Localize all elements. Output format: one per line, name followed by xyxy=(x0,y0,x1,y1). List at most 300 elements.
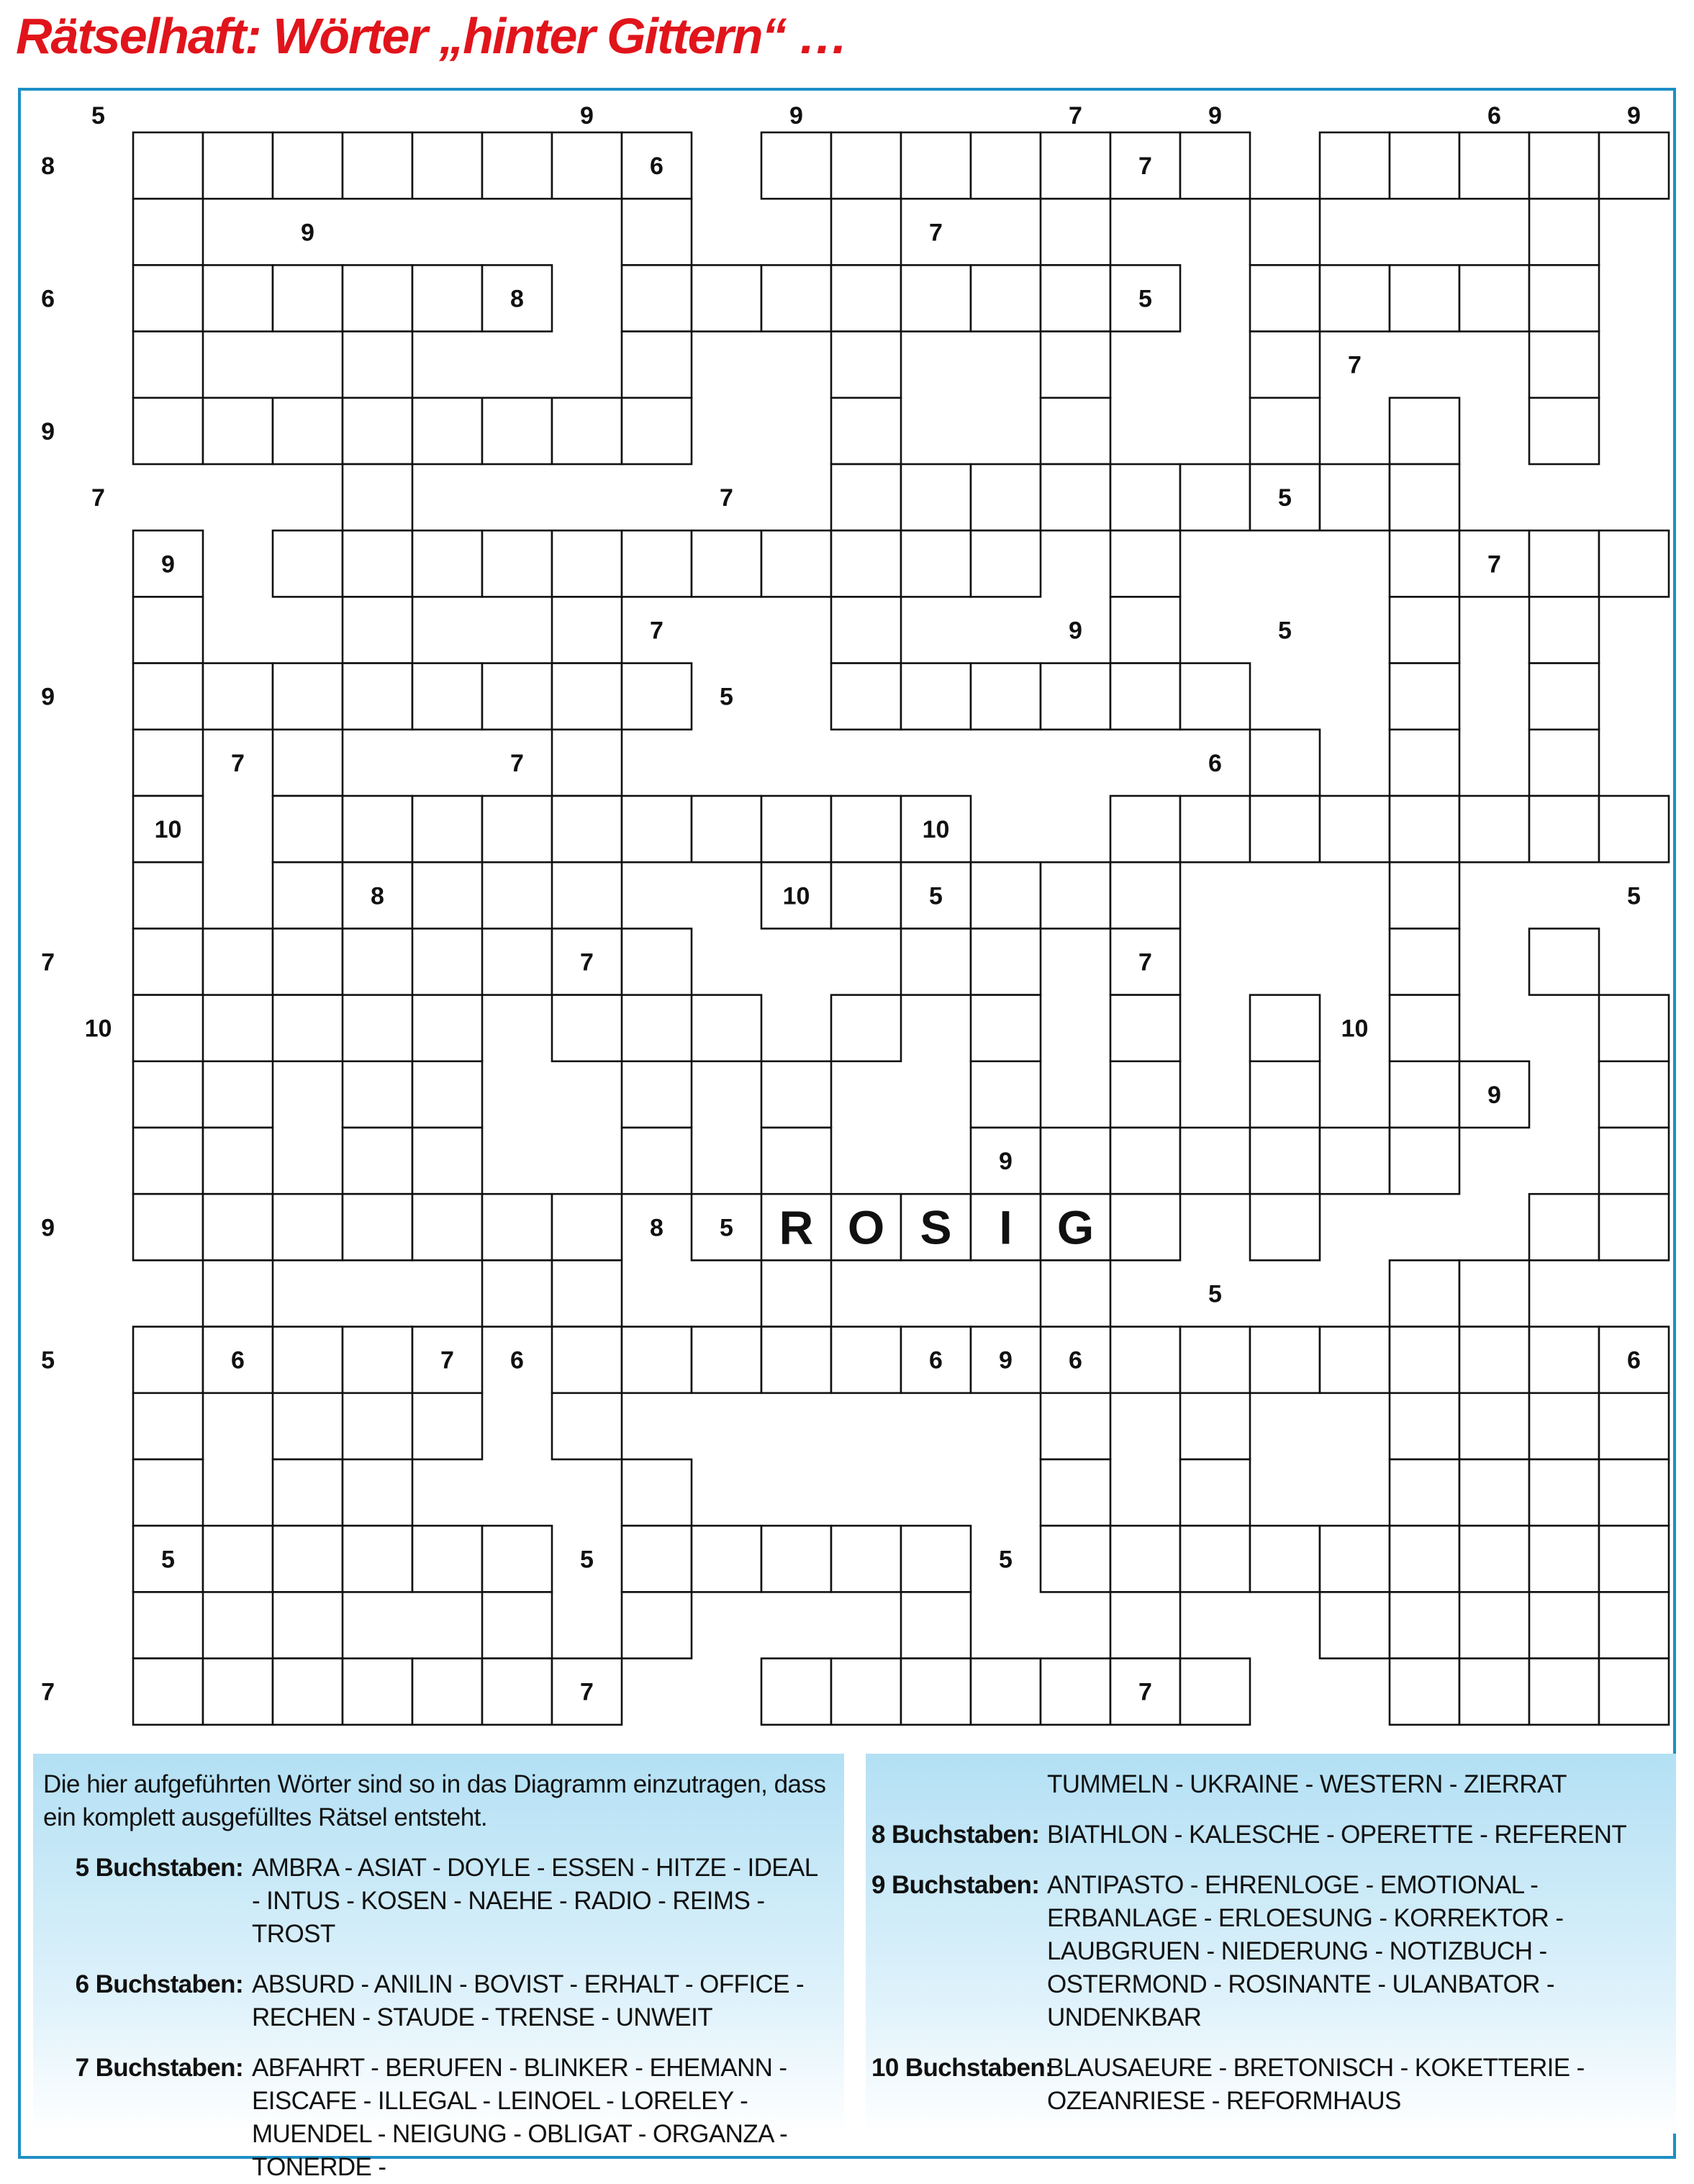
grid-cell[interactable] xyxy=(552,862,622,928)
grid-cell[interactable] xyxy=(482,132,552,199)
grid-cell[interactable] xyxy=(1390,132,1459,199)
grid-cell[interactable] xyxy=(133,1128,203,1194)
grid-cell[interactable] xyxy=(552,1260,622,1326)
grid-cell[interactable] xyxy=(203,1260,273,1326)
grid-cell[interactable] xyxy=(622,1526,692,1592)
grid-cell[interactable] xyxy=(1529,332,1599,398)
grid-cell[interactable] xyxy=(1110,1526,1180,1592)
grid-cell[interactable] xyxy=(552,1194,622,1260)
word-group-words: ABSURD - ANILIN - BOVIST - ERHALT - OFFICE - RECHEN - STAUDE - TRENSE - UNWEIT xyxy=(252,1970,805,2031)
grid-cell[interactable] xyxy=(1390,796,1459,862)
grid-cell[interactable] xyxy=(133,332,203,398)
grid-cell[interactable] xyxy=(1110,530,1180,597)
grid-cell[interactable] xyxy=(203,1659,273,1725)
grid-cell[interactable] xyxy=(133,1327,203,1393)
grid-cell[interactable] xyxy=(273,1659,343,1725)
grid-cell[interactable] xyxy=(1180,1526,1250,1592)
grid-cell[interactable] xyxy=(1459,1526,1529,1592)
grid-cell[interactable] xyxy=(761,796,831,862)
grid-cell[interactable] xyxy=(273,530,343,597)
grid-cell[interactable] xyxy=(1320,265,1390,331)
grid-cell[interactable] xyxy=(971,464,1041,530)
grid-cell[interactable] xyxy=(761,1327,831,1393)
clue-number: 9 xyxy=(789,102,803,130)
grid-cell[interactable] xyxy=(552,995,622,1061)
grid-cell[interactable] xyxy=(1390,597,1459,663)
grid-cell[interactable] xyxy=(1250,1128,1320,1194)
grid-cell[interactable] xyxy=(1041,1459,1110,1526)
grid-cell[interactable] xyxy=(1041,1393,1110,1459)
grid-cell[interactable] xyxy=(1390,398,1459,464)
grid-cell[interactable] xyxy=(831,398,901,464)
grid-cell[interactable] xyxy=(203,928,273,994)
grid-cell[interactable] xyxy=(1390,862,1459,928)
grid-cell[interactable] xyxy=(1250,265,1320,331)
grid-cell[interactable] xyxy=(1529,928,1599,994)
grid-cell[interactable] xyxy=(273,1393,343,1459)
grid-cell[interactable] xyxy=(1529,1526,1599,1592)
grid-cell[interactable] xyxy=(133,730,203,796)
grid-cell[interactable] xyxy=(1041,265,1110,331)
grid-cell[interactable] xyxy=(552,663,622,730)
grid-cell[interactable] xyxy=(1041,199,1110,265)
grid-cell[interactable] xyxy=(482,1194,552,1260)
grid-cell[interactable] xyxy=(692,1327,761,1393)
grid-cell[interactable] xyxy=(1529,1327,1599,1393)
grid-cell[interactable] xyxy=(1390,1526,1459,1592)
grid-cell[interactable] xyxy=(133,398,203,464)
grid-cell[interactable] xyxy=(1529,132,1599,199)
grid-cell[interactable] xyxy=(1459,1327,1529,1393)
grid-cell[interactable] xyxy=(1529,1459,1599,1526)
grid-cell[interactable] xyxy=(971,663,1041,730)
grid-cell[interactable] xyxy=(971,265,1041,331)
grid-cell[interactable] xyxy=(1599,1459,1669,1526)
grid-cell[interactable] xyxy=(761,1260,831,1326)
grid-cell[interactable] xyxy=(1390,995,1459,1061)
grid-cell[interactable] xyxy=(203,1061,273,1128)
grid-cell[interactable] xyxy=(1390,1592,1459,1658)
grid-cell[interactable] xyxy=(552,1327,622,1393)
grid-cell[interactable] xyxy=(133,862,203,928)
clue-number: 7 xyxy=(510,749,524,777)
grid-cell[interactable] xyxy=(1110,1061,1180,1128)
grid-cell[interactable] xyxy=(1599,796,1669,862)
grid-cell[interactable] xyxy=(1599,1592,1669,1658)
grid-cell[interactable] xyxy=(203,1194,273,1260)
grid-cell[interactable] xyxy=(1320,1592,1390,1658)
grid-cell[interactable] xyxy=(273,1526,343,1592)
grid-cell[interactable] xyxy=(133,928,203,994)
grid-cell[interactable] xyxy=(622,530,692,597)
grid-cell[interactable] xyxy=(901,530,971,597)
grid-cell[interactable] xyxy=(901,464,971,530)
grid-cell[interactable] xyxy=(1110,1592,1180,1658)
grid-cell[interactable] xyxy=(203,663,273,730)
grid-cell[interactable] xyxy=(133,1393,203,1459)
grid-cell[interactable] xyxy=(273,265,343,331)
grid-cell[interactable] xyxy=(343,1526,412,1592)
grid-cell[interactable] xyxy=(1599,132,1669,199)
grid-cell[interactable] xyxy=(622,1061,692,1128)
grid-cell[interactable] xyxy=(412,1393,482,1459)
grid-cell[interactable] xyxy=(1320,1327,1390,1393)
grid-cell[interactable] xyxy=(622,928,692,994)
grid-cell[interactable] xyxy=(273,663,343,730)
grid-cell[interactable] xyxy=(622,1459,692,1526)
grid-cell[interactable] xyxy=(901,1526,971,1592)
grid-cell[interactable] xyxy=(1529,1592,1599,1658)
grid-cell[interactable] xyxy=(1390,1260,1459,1326)
grid-cell[interactable] xyxy=(412,995,482,1061)
grid-cell[interactable] xyxy=(412,530,482,597)
grid-cell[interactable] xyxy=(831,1327,901,1393)
clue-number: 5 xyxy=(91,102,105,130)
clue-number: 5 xyxy=(929,882,943,910)
grid-cell[interactable] xyxy=(971,530,1041,597)
grid-cell[interactable] xyxy=(1390,663,1459,730)
grid-cell[interactable] xyxy=(1459,1260,1529,1326)
grid-cell[interactable] xyxy=(343,1194,412,1260)
grid-cell[interactable] xyxy=(1529,1194,1599,1260)
word-list-panel-right xyxy=(866,1754,1676,2134)
grid-cell[interactable] xyxy=(412,1061,482,1128)
grid-cell[interactable] xyxy=(273,730,343,796)
grid-cell[interactable] xyxy=(692,1526,761,1592)
grid-cell[interactable] xyxy=(1180,796,1250,862)
grid-cell[interactable] xyxy=(1250,199,1320,265)
grid-cell[interactable] xyxy=(901,1659,971,1725)
grid-cell[interactable] xyxy=(1250,1061,1320,1128)
clue-number: 8 xyxy=(650,1214,663,1242)
grid-cell[interactable] xyxy=(1180,1393,1250,1459)
grid-cell[interactable] xyxy=(1529,730,1599,796)
grid-cell[interactable] xyxy=(971,1659,1041,1725)
grid-cell[interactable] xyxy=(1529,1659,1599,1725)
grid-cell[interactable] xyxy=(622,332,692,398)
grid-cell[interactable] xyxy=(1599,1393,1669,1459)
grid-cell[interactable] xyxy=(1250,1194,1320,1260)
grid-cell[interactable] xyxy=(1180,464,1250,530)
grid-cell[interactable] xyxy=(343,398,412,464)
grid-cell[interactable] xyxy=(343,132,412,199)
grid-cell[interactable] xyxy=(622,1128,692,1194)
grid-cell[interactable] xyxy=(761,132,831,199)
grid-cell[interactable] xyxy=(1459,265,1529,331)
grid-cell[interactable] xyxy=(1250,995,1320,1061)
grid-cell[interactable] xyxy=(412,132,482,199)
grid-cell[interactable] xyxy=(343,1327,412,1393)
grid-cell[interactable] xyxy=(343,530,412,597)
grid-cell[interactable] xyxy=(343,928,412,994)
grid-cell[interactable] xyxy=(971,132,1041,199)
grid-cell[interactable] xyxy=(343,1061,412,1128)
grid-cell[interactable] xyxy=(622,398,692,464)
clue-number: 9 xyxy=(1208,102,1222,130)
grid-cell[interactable] xyxy=(1529,663,1599,730)
clue-number: 7 xyxy=(1069,102,1082,130)
grid-cell[interactable] xyxy=(343,1128,412,1194)
grid-cell[interactable] xyxy=(203,1128,273,1194)
grid-cell[interactable] xyxy=(1041,464,1110,530)
grid-cell[interactable] xyxy=(273,398,343,464)
grid-cell[interactable] xyxy=(1459,1393,1529,1459)
grid-cell[interactable] xyxy=(1180,1459,1250,1526)
grid-cell[interactable] xyxy=(1529,1393,1599,1459)
grid-cell[interactable] xyxy=(692,796,761,862)
grid-cell[interactable] xyxy=(273,1327,343,1393)
grid-cell[interactable] xyxy=(343,663,412,730)
grid-cell[interactable] xyxy=(831,530,901,597)
grid-cell[interactable] xyxy=(482,1659,552,1725)
grid-cell[interactable] xyxy=(971,1061,1041,1128)
grid-cell[interactable] xyxy=(1599,1526,1669,1592)
grid-cell[interactable] xyxy=(761,1128,831,1194)
grid-cell[interactable] xyxy=(1110,1194,1180,1260)
grid-cell[interactable] xyxy=(133,199,203,265)
grid-cell[interactable] xyxy=(1180,1659,1250,1725)
grid-cell[interactable] xyxy=(1250,1526,1320,1592)
grid-cell[interactable] xyxy=(1599,1128,1669,1194)
grid-cell[interactable] xyxy=(133,132,203,199)
grid-cell[interactable] xyxy=(831,597,901,663)
grid-cell[interactable] xyxy=(1320,464,1390,530)
grid-cell[interactable] xyxy=(1180,663,1250,730)
grid-cell[interactable] xyxy=(133,1592,203,1658)
grid-cell[interactable] xyxy=(1041,862,1110,928)
grid-cell[interactable] xyxy=(1529,796,1599,862)
grid-cell[interactable] xyxy=(622,663,692,730)
grid-cell[interactable] xyxy=(692,530,761,597)
grid-cell[interactable] xyxy=(1390,464,1459,530)
grid-cell[interactable] xyxy=(1110,862,1180,928)
grid-cell[interactable] xyxy=(343,597,412,663)
grid-cell[interactable] xyxy=(1320,1526,1390,1592)
word-group-7-continued: TUMMELN - UKRAINE - WESTERN - ZIERRAT xyxy=(1047,1770,1567,1798)
grid-cell[interactable] xyxy=(1390,530,1459,597)
grid-cell[interactable] xyxy=(901,663,971,730)
grid-cell[interactable] xyxy=(1250,398,1320,464)
grid-cell[interactable] xyxy=(1390,1393,1459,1459)
grid-cell[interactable] xyxy=(1459,132,1529,199)
grid-cell[interactable] xyxy=(1110,1327,1180,1393)
grid-cell[interactable] xyxy=(1390,730,1459,796)
grid-cell[interactable] xyxy=(482,1260,552,1326)
grid-cell[interactable] xyxy=(971,928,1041,994)
grid-cell[interactable] xyxy=(1459,796,1529,862)
grid-cell[interactable] xyxy=(901,132,971,199)
grid-cell[interactable] xyxy=(831,1526,901,1592)
grid-cell[interactable] xyxy=(761,265,831,331)
grid-cell[interactable] xyxy=(831,199,901,265)
grid-cell[interactable] xyxy=(622,265,692,331)
grid-cell[interactable] xyxy=(1599,1194,1669,1260)
grid-cell[interactable] xyxy=(761,1659,831,1725)
grid-cell[interactable] xyxy=(1180,1327,1250,1393)
grid-cell[interactable] xyxy=(1250,730,1320,796)
grid-cell[interactable] xyxy=(1041,332,1110,398)
grid-cell[interactable] xyxy=(1599,995,1669,1061)
grid-cell[interactable] xyxy=(971,995,1041,1061)
grid-cell[interactable] xyxy=(1250,332,1320,398)
grid-cell[interactable] xyxy=(552,597,622,663)
grid-cell[interactable] xyxy=(273,1592,343,1658)
grid-cell[interactable] xyxy=(831,464,901,530)
grid-cell[interactable] xyxy=(1110,1128,1180,1194)
grid-cell[interactable] xyxy=(133,1659,203,1725)
grid-cell[interactable] xyxy=(831,862,901,928)
grid-cell[interactable] xyxy=(552,530,622,597)
grid-cell[interactable] xyxy=(482,530,552,597)
grid-cell[interactable] xyxy=(203,132,273,199)
grid-cell[interactable] xyxy=(901,265,971,331)
grid-cell[interactable] xyxy=(692,265,761,331)
clue-number: 7 xyxy=(929,219,943,247)
grid-cell[interactable] xyxy=(1041,663,1110,730)
grid-cell[interactable] xyxy=(552,730,622,796)
grid-cell[interactable] xyxy=(1459,1459,1529,1526)
grid-cell[interactable] xyxy=(133,265,203,331)
grid-cell[interactable] xyxy=(133,1459,203,1526)
grid-cell[interactable] xyxy=(343,332,412,398)
grid-cell[interactable] xyxy=(1110,663,1180,730)
grid-cell[interactable] xyxy=(133,995,203,1061)
grid-cell[interactable] xyxy=(482,1592,552,1658)
page-title: Rätselhaft: Wörter „hinter Gittern“ … xyxy=(16,8,847,64)
grid-cell[interactable] xyxy=(412,796,482,862)
grid-cell[interactable] xyxy=(412,862,482,928)
grid-cell[interactable] xyxy=(1250,796,1320,862)
grid-cell[interactable] xyxy=(273,1194,343,1260)
grid-cell[interactable] xyxy=(552,1393,622,1459)
grid-cell[interactable] xyxy=(761,1061,831,1128)
grid-cell[interactable] xyxy=(1529,597,1599,663)
grid-cell[interactable] xyxy=(1390,1459,1459,1526)
grid-cell[interactable] xyxy=(133,1194,203,1260)
grid-cell[interactable] xyxy=(482,796,552,862)
grid-cell[interactable] xyxy=(622,796,692,862)
grid-cell[interactable] xyxy=(1320,132,1390,199)
grid-cell[interactable] xyxy=(273,995,343,1061)
grid-cell[interactable] xyxy=(343,796,412,862)
grid-cell[interactable] xyxy=(622,199,692,265)
grid-cell[interactable] xyxy=(1529,199,1599,265)
clue-number: 9 xyxy=(999,1148,1013,1176)
grid-cell[interactable] xyxy=(831,995,901,1061)
grid-cell[interactable] xyxy=(273,132,343,199)
grid-cell[interactable] xyxy=(1390,928,1459,994)
grid-cell[interactable] xyxy=(412,663,482,730)
grid-cell[interactable] xyxy=(1041,1659,1110,1725)
grid-cell[interactable] xyxy=(412,265,482,331)
grid-cell[interactable] xyxy=(343,1659,412,1725)
grid-cell[interactable] xyxy=(1041,398,1110,464)
grid-cell[interactable] xyxy=(1390,1327,1459,1393)
grid-cell[interactable] xyxy=(1041,132,1110,199)
grid-cell[interactable] xyxy=(482,1526,552,1592)
word-list-panel-left xyxy=(33,1754,844,2181)
grid-cell[interactable] xyxy=(761,530,831,597)
grid-cell[interactable] xyxy=(133,1061,203,1128)
grid-cell[interactable] xyxy=(133,597,203,663)
grid-cell[interactable] xyxy=(412,1659,482,1725)
grid-cell[interactable] xyxy=(552,398,622,464)
grid-cell[interactable] xyxy=(343,265,412,331)
grid-cell[interactable] xyxy=(971,862,1041,928)
grid-cell[interactable] xyxy=(831,332,901,398)
grid-cell[interactable] xyxy=(482,928,552,994)
grid-cell[interactable] xyxy=(1110,995,1180,1061)
grid-cell[interactable] xyxy=(273,862,343,928)
grid-cell[interactable] xyxy=(1110,796,1180,862)
grid-cell[interactable] xyxy=(831,1659,901,1725)
clue-number: 9 xyxy=(999,1346,1013,1374)
grid-cell[interactable] xyxy=(133,663,203,730)
grid-cell[interactable] xyxy=(1599,1659,1669,1725)
grid-cell[interactable] xyxy=(552,132,622,199)
grid-cell[interactable] xyxy=(622,1592,692,1658)
grid-cell[interactable] xyxy=(203,398,273,464)
grid-cell[interactable] xyxy=(1390,1128,1459,1194)
grid-cell[interactable] xyxy=(552,796,622,862)
grid-cell[interactable] xyxy=(761,1526,831,1592)
grid-cell[interactable] xyxy=(412,1128,482,1194)
grid-cell[interactable] xyxy=(901,1592,971,1658)
grid-cell[interactable] xyxy=(1529,265,1599,331)
grid-cell[interactable] xyxy=(901,928,971,994)
grid-cell[interactable] xyxy=(1599,1061,1669,1128)
grid-cell[interactable] xyxy=(831,265,901,331)
grid-cell[interactable] xyxy=(1529,530,1599,597)
grid-cell[interactable] xyxy=(1599,530,1669,597)
grid-cell[interactable] xyxy=(1390,1061,1459,1128)
grid-cell[interactable] xyxy=(831,796,901,862)
grid-cell[interactable] xyxy=(343,464,412,530)
grid-cell[interactable] xyxy=(1180,132,1250,199)
grid-cell[interactable] xyxy=(831,663,901,730)
grid-cell[interactable] xyxy=(1110,597,1180,663)
grid-cell[interactable] xyxy=(273,796,343,862)
grid-cell[interactable] xyxy=(1180,1128,1250,1194)
grid-cell[interactable] xyxy=(1459,1659,1529,1725)
grid-cell[interactable] xyxy=(1041,1260,1110,1326)
grid-cell[interactable] xyxy=(1320,1128,1390,1194)
grid-cell[interactable] xyxy=(482,663,552,730)
grid-cell[interactable] xyxy=(273,1459,343,1526)
grid-cell[interactable] xyxy=(692,995,761,1061)
grid-cell[interactable] xyxy=(1320,796,1390,862)
grid-cell[interactable] xyxy=(412,1194,482,1260)
grid-cell[interactable] xyxy=(203,1526,273,1592)
grid-cell[interactable] xyxy=(1041,1128,1110,1194)
grid-cell[interactable] xyxy=(412,398,482,464)
grid-cell[interactable] xyxy=(831,132,901,199)
grid-cell[interactable] xyxy=(1250,1327,1320,1393)
grid-cell[interactable] xyxy=(343,1459,412,1526)
grid-cell[interactable] xyxy=(273,928,343,994)
grid-cell[interactable] xyxy=(1041,1526,1110,1592)
grid-cell[interactable] xyxy=(482,398,552,464)
grid-cell[interactable] xyxy=(1390,1659,1459,1725)
clue-number: 7 xyxy=(720,484,733,512)
grid-cell[interactable] xyxy=(412,1526,482,1592)
grid-cell[interactable] xyxy=(203,265,273,331)
word-group-8 xyxy=(871,1818,1663,1852)
grid-cell[interactable] xyxy=(1390,265,1459,331)
grid-cell[interactable] xyxy=(1529,398,1599,464)
grid-cell[interactable] xyxy=(1110,464,1180,530)
grid-cell[interactable] xyxy=(622,1327,692,1393)
